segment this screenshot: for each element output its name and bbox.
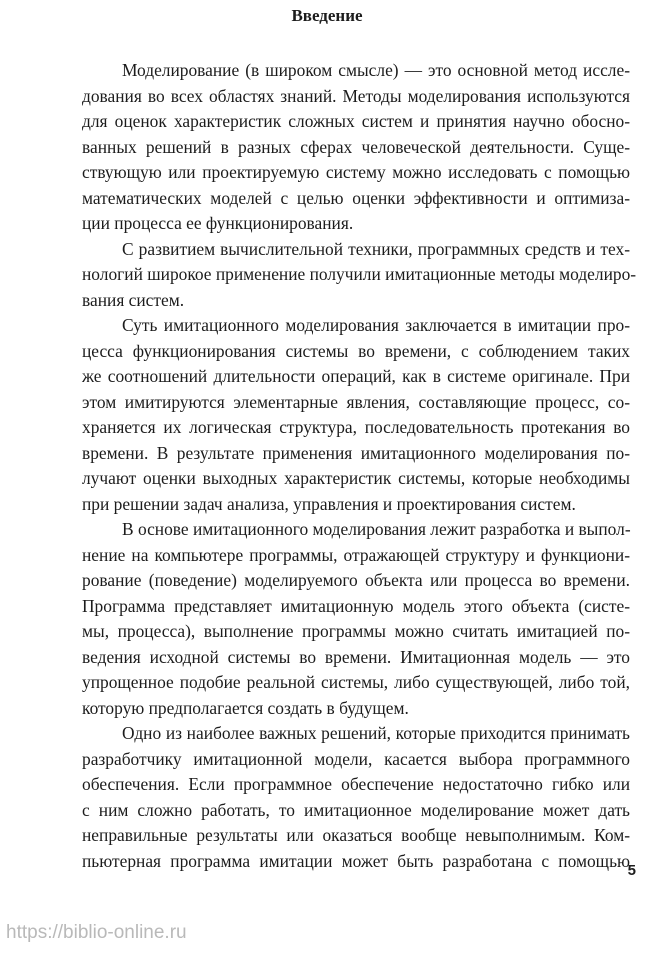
text-line: дования во всех областях знаний. Методы моделирования используются — [82, 85, 630, 106]
page-title: Введение — [291, 6, 363, 25]
text-line: С развитием вычислительной техники, программных средств и тех- — [122, 238, 630, 259]
text-line: храняется их логическая структура, последовательность протекания во — [82, 417, 630, 437]
text-line: при решении задач анализа, управления и проектирования систем. — [82, 493, 576, 514]
text-line: нение на компьютере программы, отражающей структуру и функциони- — [82, 544, 630, 565]
text-line: этом имитируются элементарные явления, составляющие процесс, со- — [82, 391, 630, 412]
text-line: разработчику имитационной модели, касается выбора программного — [82, 748, 630, 769]
text-line: ции процесса ее функционирования. — [82, 213, 354, 233]
text-line: Программа представляет имитационную модель этого объекта (систе- — [82, 595, 630, 616]
text-line: которую предполагается создать в будущем. — [82, 697, 409, 718]
text-line: упрощенное подобие реальной системы, либо существующей, либо той, — [82, 672, 630, 692]
text-line: цесса функционирования системы во времени, с соблюдением таких — [82, 340, 630, 361]
text-line: рование (поведение) моделируемого объекта или процесса во времени. — [82, 570, 630, 590]
text-line: обеспечения. Если программное обеспечение недостаточно гибко или — [82, 774, 630, 794]
text-line: Суть имитационного моделирования заключается в имитации про- — [122, 315, 630, 335]
text-line: времени. В результате применения имитационного моделирования по- — [82, 442, 630, 463]
text-line: для оценок характеристик сложных систем и принятия научно обосно- — [82, 111, 630, 131]
text-line: ствующую или проектируемую систему можно исследовать с помощью — [82, 162, 630, 182]
text-line: Одно из наиболее важных решений, которые приходится принимать — [122, 723, 630, 743]
body-text — [82, 58, 637, 874]
text-line: В основе имитационного моделирования лежит разработка и выпол- — [122, 519, 631, 539]
text-line: Моделирование (в широком смысле) — это основной метод иссле- — [122, 60, 630, 80]
text-line: с ним сложно работать, то имитационное моделирование может дать — [82, 799, 630, 820]
text-line: ванных решений в разных сферах человеческой деятельности. Суще- — [82, 136, 630, 157]
text-line: математических моделей с целью оценки эффективности и оптимиза- — [82, 187, 630, 208]
text-line: мы, процесса), выполнение программы можно считать имитацией по- — [82, 621, 630, 641]
text-line: вания систем. — [82, 289, 185, 310]
text-line: пьютерная программа имитации может быть разработана с помощью — [82, 850, 630, 871]
text-line: ведения исходной системы во времени. Имитационная модель — это — [82, 646, 630, 667]
page-number: 5 — [627, 862, 636, 879]
text-line: лучают оценки выходных характеристик системы, которые необходимы — [82, 468, 630, 488]
text-line: неправильные результаты или оказаться вообще невыполнимым. Ком- — [82, 825, 630, 845]
watermark-url: https://biblio-online.ru — [6, 922, 187, 943]
text-line: нологий широкое применение получили имитационные методы моделиро- — [82, 264, 637, 284]
text-line: же соотношений длительности операций, как в системе оригинале. При — [82, 366, 630, 386]
